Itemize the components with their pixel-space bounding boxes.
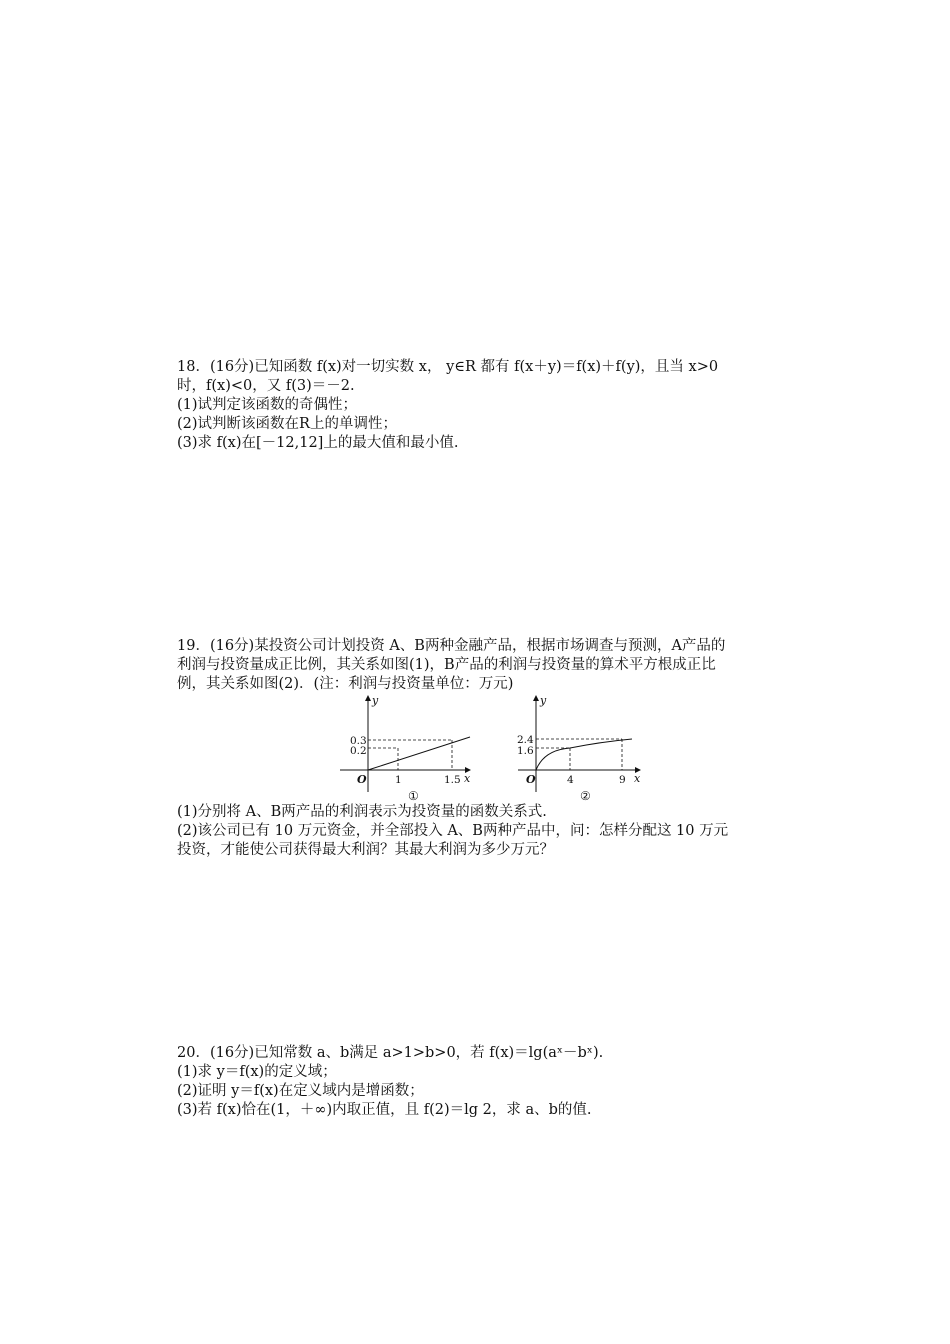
figure-pair <box>340 692 660 804</box>
fig2-curve <box>536 739 632 770</box>
fig2-x-label: x <box>634 772 641 785</box>
question-20-part-1: (1)求 y＝f(x)的定义域； <box>177 1064 337 1080</box>
question-20-line-1: 20．(16分)已知常数 a、b满足 a>1>b>0，若 f(x)＝lg(aˣ－bˣ). <box>177 1045 604 1061</box>
question-18-line-1: 18．(16分)已知函数 f(x)对一切实数 x， y∈R 都有 f(x＋y)＝f(x)＋f(y)，且当 x>0 <box>177 359 719 375</box>
question-19-line-2: 利润与投资量成正比例，其关系如图(1)，B产品的利润与投资量的算术平方根成正比 <box>177 657 716 673</box>
question-18-line-2: 时，f(x)<0，又 f(3)＝－2. <box>177 378 355 394</box>
figure-2 <box>517 694 641 803</box>
question-20-part-2: (2)证明 y＝f(x)在定义域内是增函数； <box>177 1083 424 1099</box>
question-18 <box>177 358 809 453</box>
question-19-parts <box>177 803 809 860</box>
question-19-line-1: 19．(16分)某投资公司计划投资 A、B两种金融产品，根据市场调查与预测，A产品的 <box>177 638 726 654</box>
question-19-part-2-cont: 投资，才能使公司获得最大利润？其最大利润为多少万元？ <box>177 842 554 858</box>
fig2-xtick-4: 4 <box>567 774 574 786</box>
question-19-line-3: 例，其关系如图(2)．(注：利润与投资量单位：万元) <box>177 676 514 692</box>
fig2-ytick-1.6: 1.6 <box>517 745 534 757</box>
fig1-y-label: y <box>372 694 379 707</box>
fig1-xtick-1: 1 <box>395 774 402 786</box>
question-19-part-1: (1)分别将 A、B两产品的利润表示为投资量的函数关系式. <box>177 804 547 820</box>
question-19-figures <box>340 692 660 804</box>
question-18-part-3: (3)求 f(x)在[－12,12]上的最大值和最小值. <box>177 435 459 451</box>
question-18-part-1: (1)试判定该函数的奇偶性； <box>177 397 358 413</box>
figure-1 <box>340 694 471 803</box>
question-19 <box>177 637 809 694</box>
question-19-part-2: (2)该公司已有 10 万元资金，并全部投入 A、B两种产品中，问：怎样分配这 10 万元 <box>177 823 729 839</box>
fig1-ytick-0.3: 0.3 <box>350 735 367 747</box>
fig2-origin: O <box>526 773 536 786</box>
question-18-part-2: (2)试判断该函数在R上的单调性； <box>177 416 397 432</box>
fig1-ytick-0.2: 0.2 <box>350 745 367 757</box>
fig1-caption: ① <box>408 789 419 803</box>
fig1-x-label: x <box>464 772 471 785</box>
question-20-part-3: (3)若 f(x)恰在(1，＋∞)内取正值，且 f(2)＝lg 2，求 a、b的值. <box>177 1102 592 1118</box>
fig2-xtick-9: 9 <box>619 774 626 786</box>
fig2-caption: ② <box>580 789 591 803</box>
fig1-origin: O <box>357 773 367 786</box>
fig2-ytick-2.4: 2.4 <box>517 734 534 746</box>
fig1-xtick-1.5: 1.5 <box>444 774 461 786</box>
fig2-y-label: y <box>540 694 547 707</box>
question-20 <box>177 1044 809 1120</box>
fig1-line <box>368 737 470 770</box>
